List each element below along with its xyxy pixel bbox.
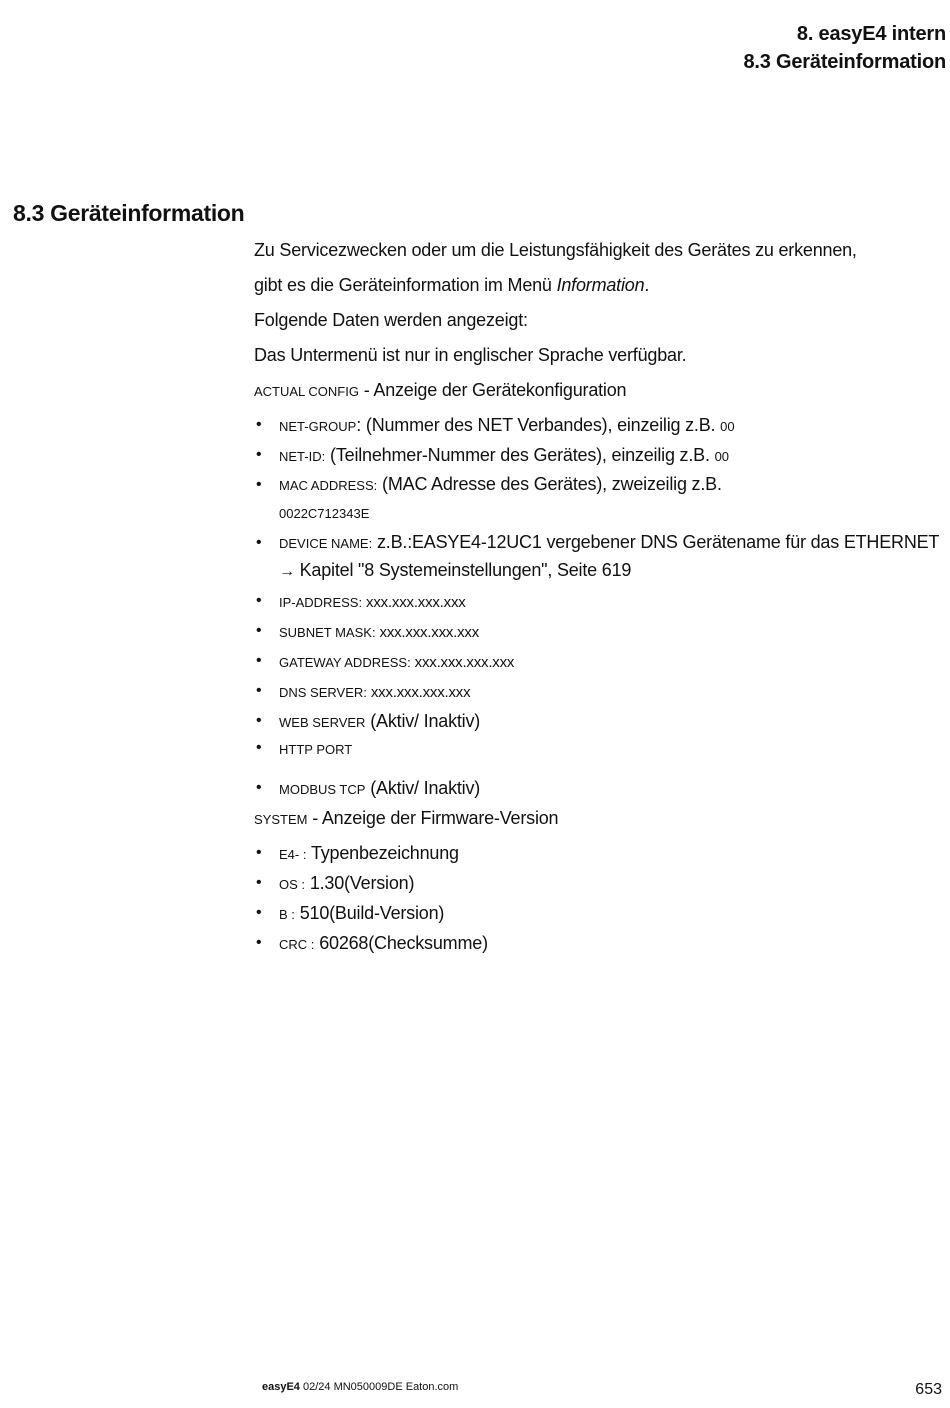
list-item-gateway-address: [254, 647, 944, 677]
list-item-mac-address: [254, 471, 739, 527]
system-list: [254, 839, 944, 959]
bullet-icon: •: [256, 476, 262, 493]
actual-config-heading: [254, 376, 944, 411]
list-item-http-port: [254, 737, 944, 761]
crc-text: 60268(Checksumme): [314, 933, 488, 953]
modbus-tcp-label: MODBUS TCP: [279, 782, 366, 797]
b-text: 510(Build-Version): [294, 903, 445, 923]
system-heading: [254, 804, 944, 839]
list-item-device-name: [254, 529, 944, 585]
chapter-reference-link[interactable]: Kapitel "8 Systemeinstellungen", Seite 619: [294, 560, 632, 580]
os-label: OS :: [279, 877, 306, 892]
list-item-subnet-mask: [254, 617, 944, 647]
net-id-value: 00: [714, 449, 730, 464]
system-label: SYSTEM: [254, 812, 308, 827]
e4-label: E4- :: [279, 847, 307, 862]
actual-config-label: ACTUAL CONFIG: [254, 384, 359, 399]
ip-address-value: xxx.xxx.xxx.xxx: [362, 594, 466, 611]
running-header: [743, 20, 946, 76]
b-label: B :: [279, 907, 295, 922]
ip-address-label: IP-ADDRESS:: [279, 595, 363, 610]
subnet-mask-value: xxx.xxx.xxx.xxx: [375, 624, 480, 641]
list-item-net-group: [254, 411, 944, 441]
intro-line-2: [254, 271, 944, 306]
bullet-icon: •: [256, 682, 262, 699]
footer-doc-info: 02/24 MN050009DE Eaton.com: [299, 1381, 459, 1393]
bullet-icon: •: [256, 652, 262, 669]
list-item-e4: [254, 839, 944, 869]
dns-server-label: DNS SERVER:: [279, 685, 367, 700]
net-group-value: 00: [720, 419, 735, 434]
menu-name-information: Information: [556, 275, 645, 295]
list-item-crc: [254, 929, 944, 959]
list-item-modbus-tcp: [254, 774, 944, 804]
bullet-icon: •: [256, 446, 262, 463]
mac-address-label: MAC ADDRESS:: [279, 478, 378, 493]
web-server-text: (Aktiv/ Inaktiv): [365, 711, 481, 731]
list-item-dns-server: [254, 677, 944, 707]
mac-address-text: (MAC Adresse des Gerätes), zweizeilig z.B.: [377, 474, 722, 494]
http-port-label: HTTP PORT: [279, 742, 353, 757]
bullet-icon: •: [256, 739, 262, 756]
net-id-text: (Teilnehmer-Nummer des Gerätes), einzeilig z.B.: [325, 445, 715, 465]
list-item-b: [254, 899, 944, 929]
device-name-text: z.B.:EASYE4-12UC1 vergebener DNS Gerätename für das ETHERNET: [372, 532, 940, 552]
bullet-icon: •: [256, 712, 262, 729]
net-group-label: NET-GROUP: [279, 419, 357, 434]
bullet-icon: •: [256, 934, 262, 951]
arrow-right-icon: →: [279, 563, 295, 580]
section-body: [254, 236, 944, 959]
gateway-address-value: xxx.xxx.xxx.xxx: [410, 654, 515, 671]
device-name-label: DEVICE NAME:: [279, 536, 373, 551]
e4-text: Typenbezeichnung: [306, 843, 459, 863]
mac-address-value: 0022C712343E: [279, 506, 370, 521]
modbus-tcp-text: (Aktiv/ Inaktiv): [365, 778, 481, 798]
actual-config-desc: - Anzeige der Gerätekonfiguration: [358, 380, 627, 400]
bullet-icon: •: [256, 592, 262, 609]
intro-line-3: Folgende Daten werden angezeigt:: [254, 310, 528, 330]
intro-line-2-prefix: gibt es die Geräteinformation im Menü: [254, 275, 557, 295]
list-item-ip-address: [254, 587, 944, 617]
bullet-icon: •: [256, 416, 262, 433]
header-chapter: 8. easyE4 intern: [796, 23, 946, 45]
list-item-net-id: [254, 441, 944, 471]
bullet-icon: •: [256, 904, 262, 921]
bullet-icon: •: [256, 622, 262, 639]
list-item-os: [254, 869, 944, 899]
net-id-label: NET-ID:: [279, 449, 326, 464]
os-text: 1.30(Version): [305, 873, 415, 893]
header-section: 8.3 Geräteinformation: [743, 51, 946, 73]
intro-line-1: Zu Servicezwecken oder um die Leistungsfähigkeit des Gerätes zu erkennen,: [254, 240, 857, 260]
footer-info: [262, 1381, 458, 1393]
crc-label: CRC :: [279, 937, 315, 952]
actual-config-list: [254, 411, 944, 804]
bullet-icon: •: [256, 534, 262, 551]
page-number: 653: [915, 1381, 942, 1398]
intro-line-4: Das Untermenü ist nur in englischer Sprache verfügbar.: [254, 345, 687, 365]
intro-line-2-suffix: .: [644, 275, 650, 295]
web-server-label: WEB SERVER: [279, 715, 366, 730]
list-item-web-server: [254, 707, 944, 737]
bullet-icon: •: [256, 844, 262, 861]
system-desc: - Anzeige der Firmware-Version: [307, 808, 559, 828]
gateway-address-label: GATEWAY ADDRESS:: [279, 655, 411, 670]
section-title: 8.3 Geräteinformation: [13, 200, 245, 226]
dns-server-value: xxx.xxx.xxx.xxx: [366, 684, 471, 701]
bullet-icon: •: [256, 779, 262, 796]
footer-brand: easyE4: [262, 1381, 300, 1393]
subnet-mask-label: SUBNET MASK:: [279, 625, 376, 640]
net-group-text: : (Nummer des NET Verbandes), einzeilig z.B.: [356, 415, 721, 435]
bullet-icon: •: [256, 874, 262, 891]
